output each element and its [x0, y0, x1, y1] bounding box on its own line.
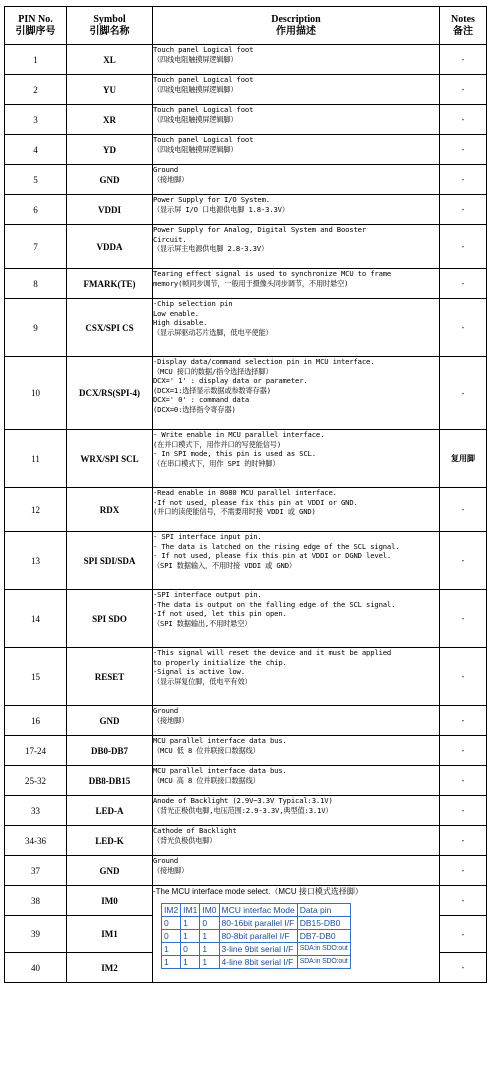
description-line: DCX=' 0' : command data: [153, 395, 250, 405]
pin-symbol: IM2: [67, 953, 153, 983]
header-symbol-en: Symbol: [93, 13, 126, 25]
description-line: -This signal will reset the device and it must be applied: [153, 648, 392, 657]
interface-mode-table: [161, 903, 351, 969]
pin-symbol: RESET: [67, 648, 153, 706]
header-description: [153, 7, 440, 45]
description-line: - Write enable in MCU parallel interface.: [153, 430, 325, 439]
description-line: Power Supply for Analog, Digital System and Booster: [153, 225, 367, 234]
pin-description: [153, 430, 440, 488]
interface-mode-cell: 80-8bit parallel I/F: [219, 930, 297, 943]
description-line: （显示屏主电源供电脚 2.8-3.3V）: [153, 244, 269, 254]
pin-symbol: DB8-DB15: [67, 766, 153, 796]
interface-mode-cell: 0: [200, 917, 219, 930]
description-line: （MCU 接口的数据/指令选择选择脚）: [153, 366, 273, 376]
table-row: [5, 165, 487, 195]
description-line: Ground: [153, 165, 179, 174]
table-row: [5, 105, 487, 135]
pin-number: 2: [5, 75, 67, 105]
description-line: （在串口模式下，用作 SPI 的时钟脚）: [153, 458, 280, 468]
table-row: [5, 430, 487, 488]
pin-symbol: VDDA: [67, 225, 153, 269]
pin-symbol: WRX/SPI SCL: [67, 430, 153, 488]
pin-number: 16: [5, 706, 67, 736]
pin-description: [153, 590, 440, 648]
pin-note: -: [440, 105, 487, 135]
description-line: （背光负极供电脚）: [153, 835, 217, 845]
pin-note: -: [440, 886, 487, 916]
description-line: （四线电阻触摸屏逻辑脚）: [153, 144, 238, 154]
header-pin-no-en: PIN No.: [18, 13, 53, 25]
pin-note: 复用脚: [440, 430, 487, 488]
interface-mode-cell: DB7-DB0: [297, 930, 350, 943]
description-line: Power Supply for I/O System.: [153, 195, 270, 204]
pin-note: -: [440, 736, 487, 766]
interface-mode-cell: 1: [162, 943, 181, 956]
pin-symbol: VDDI: [67, 195, 153, 225]
pin-description: [153, 796, 440, 826]
description-line: -If not used, please fix this pin at VDDI or GND.: [153, 497, 358, 507]
description-line: （SPI 数据输出,不用时悬空）: [153, 618, 252, 628]
pin-description: [153, 299, 440, 357]
pin-number: 10: [5, 357, 67, 430]
pin-table-body: [5, 45, 487, 983]
table-row: [5, 269, 487, 299]
description-line: （接地脚）: [153, 174, 189, 184]
interface-mode-cell: DB15-DB0: [297, 917, 350, 930]
description-line: （MCU 低 8 位并联接口数据线）: [153, 745, 260, 755]
table-row: [5, 225, 487, 269]
description-line: - The data is latched on the rising edge of the SCL signal.: [153, 541, 400, 551]
pin-symbol: IM1: [67, 916, 153, 953]
pin-note: -: [440, 299, 487, 357]
description-line: High disable.: [153, 318, 208, 328]
interface-mode-header-row: [162, 904, 351, 917]
interface-mode-cell: 80-16bit parallel I/F: [219, 917, 297, 930]
pin-symbol: LED-K: [67, 826, 153, 856]
description-line: -Read enable in 8080 MCU parallel interface.: [153, 488, 337, 497]
table-row: [5, 886, 487, 916]
pin-note: -: [440, 195, 487, 225]
description-line: （接地脚）: [153, 715, 189, 725]
interface-mode-cell: 0: [162, 930, 181, 943]
table-row: [5, 856, 487, 886]
interface-mode-cell: 0: [162, 917, 181, 930]
interface-mode-header-cell: IM0: [200, 904, 219, 917]
pin-note: -: [440, 953, 487, 983]
table-row: [5, 195, 487, 225]
pin-symbol: XR: [67, 105, 153, 135]
interface-mode-cell: 1: [200, 930, 219, 943]
description-line: Ground: [153, 706, 179, 715]
pin-symbol: DB0-DB7: [67, 736, 153, 766]
interface-mode-header-cell: MCU interfac Mode: [219, 904, 297, 917]
description-line: DCX=' 1' : display data or parameter.: [153, 376, 308, 386]
pin-number: 33: [5, 796, 67, 826]
pin-number: 1: [5, 45, 67, 75]
pin-number: 6: [5, 195, 67, 225]
header-symbol-cn: 引脚名称: [89, 25, 130, 37]
description-line: （显示屏 I/O 口电源供电脚 1.8-3.3V）: [153, 204, 289, 214]
description-line: - If not used, please fix this pin at VDDI or DGND level.: [153, 551, 392, 561]
pin-note: -: [440, 135, 487, 165]
pin-number: 39: [5, 916, 67, 953]
pin-number: 12: [5, 488, 67, 532]
pin-note: -: [440, 706, 487, 736]
pin-note: -: [440, 532, 487, 590]
pin-description: [153, 706, 440, 736]
pin-number: 4: [5, 135, 67, 165]
interface-mode-cell: 1: [181, 917, 200, 930]
pin-number: 34-36: [5, 826, 67, 856]
pin-note: -: [440, 590, 487, 648]
description-line: - In SPI mode, this pin is used as SCL.: [153, 449, 316, 459]
pin-description: [153, 269, 440, 299]
header-notes-cn: 备注: [453, 25, 473, 37]
pin-note: -: [440, 766, 487, 796]
pin-note: -: [440, 796, 487, 826]
interface-mode-row: [162, 917, 351, 930]
description-line: Low enable.: [153, 308, 199, 318]
pin-symbol: SPI SDO: [67, 590, 153, 648]
pin-symbol: CSX/SPI CS: [67, 299, 153, 357]
pin-note: -: [440, 357, 487, 430]
pin-description: [153, 225, 440, 269]
pin-symbol: LED-A: [67, 796, 153, 826]
pin-description: [153, 532, 440, 590]
pin-note: -: [440, 856, 487, 886]
description-line: （显示屏驱动芯片选脚，低电平使能）: [153, 327, 273, 337]
pin-description: [153, 488, 440, 532]
table-row: [5, 590, 487, 648]
im-mode-title: -The MCU interface mode select.（MCU 接口模式选择脚）: [153, 887, 363, 896]
pin-note: -: [440, 916, 487, 953]
table-row: [5, 826, 487, 856]
pin-number: 17-24: [5, 736, 67, 766]
description-line: (在并口模式下，用作并口的写使能信号): [153, 439, 281, 449]
interface-mode-header-cell: IM2: [162, 904, 181, 917]
table-row: [5, 796, 487, 826]
pin-number: 7: [5, 225, 67, 269]
table-row: [5, 736, 487, 766]
header-notes: [440, 7, 487, 45]
header-description-en: Description: [271, 13, 321, 25]
im-mode-description: [153, 886, 440, 983]
interface-mode-cell: SDA:in SDO:out: [297, 943, 350, 956]
interface-mode-cell: 3-line 9bit serial I/F: [219, 943, 297, 956]
description-line: Ground: [153, 856, 179, 865]
description-line: （显示屏复位脚，低电平有效）: [153, 676, 252, 686]
interface-mode-cell: 0: [181, 943, 200, 956]
pin-number: 5: [5, 165, 67, 195]
pin-description: [153, 648, 440, 706]
table-row: [5, 75, 487, 105]
pin-number: 38: [5, 886, 67, 916]
header-symbol: [67, 7, 153, 45]
pin-description: [153, 766, 440, 796]
description-line: Anode of Backlight (2.9V~3.3V Typical:3.1V): [153, 796, 333, 805]
description-line: （背光正极供电脚,电压范围:2.9-3.3V,典型值:3.1V）: [153, 805, 333, 815]
interface-mode-cell: 1: [162, 956, 181, 969]
description-line: MCU parallel interface data bus.: [153, 736, 287, 745]
interface-mode-row: [162, 930, 351, 943]
header-pin-no: [5, 7, 67, 45]
pin-description: [153, 856, 440, 886]
pin-number: 11: [5, 430, 67, 488]
pin-description: [153, 736, 440, 766]
description-line: -Signal is active low.: [153, 667, 245, 677]
interface-mode-header-cell: IM1: [181, 904, 200, 917]
description-line: to properly initialize the chip.: [153, 657, 287, 667]
pin-description: [153, 45, 440, 75]
interface-mode-cell: SDA:in SDO:out: [297, 956, 350, 969]
pin-description: [153, 75, 440, 105]
description-line: (并口的读使能信号，不需要用时接 VDDI 或 GND): [153, 507, 316, 517]
pin-description: [153, 826, 440, 856]
description-line: -SPI interface output pin.: [153, 590, 262, 599]
description-line: (DCX=0:选择指令寄存器): [153, 404, 236, 414]
table-row: [5, 706, 487, 736]
description-line: （四线电阻触摸屏逻辑脚）: [153, 114, 238, 124]
description-line: （MCU 高 8 位并联接口数据线）: [153, 775, 260, 785]
description-line: Circuit.: [153, 234, 187, 244]
description-line: Touch panel Logical foot: [153, 45, 254, 54]
interface-mode-cell: 1: [200, 943, 219, 956]
pin-number: 40: [5, 953, 67, 983]
description-line: MCU parallel interface data bus.: [153, 766, 287, 775]
pin-description: [153, 357, 440, 430]
description-line: （四线电阻触摸屏逻辑脚）: [153, 84, 238, 94]
pin-note: -: [440, 648, 487, 706]
pin-symbol: IM0: [67, 886, 153, 916]
description-line: memory(帧同步调节，一般用于摄像头同步调节，不用时悬空): [153, 278, 349, 288]
header-pin-no-cn: 引脚序号: [15, 25, 56, 37]
pin-number: 14: [5, 590, 67, 648]
pin-symbol: GND: [67, 706, 153, 736]
interface-mode-row: [162, 943, 351, 956]
description-line: (DCX=1:选择显示数据或参数寄存器): [153, 385, 271, 395]
table-row: [5, 532, 487, 590]
pin-note: -: [440, 45, 487, 75]
pin-description: [153, 195, 440, 225]
pin-description: [153, 135, 440, 165]
pin-number: 9: [5, 299, 67, 357]
pin-note: -: [440, 225, 487, 269]
interface-mode-cell: 1: [181, 930, 200, 943]
pin-number: 37: [5, 856, 67, 886]
description-line: Touch panel Logical foot: [153, 75, 254, 84]
interface-mode-cell: 4-line 8bit serial I/F: [219, 956, 297, 969]
pin-symbol: SPI SDI/SDA: [67, 532, 153, 590]
pin-symbol: GND: [67, 856, 153, 886]
pin-number: 8: [5, 269, 67, 299]
table-row: [5, 45, 487, 75]
pin-note: -: [440, 826, 487, 856]
description-line: -Chip selection pin: [153, 299, 233, 308]
interface-mode-header-cell: Data pin: [297, 904, 350, 917]
table-row: [5, 357, 487, 430]
table-row: [5, 766, 487, 796]
table-header-row: [5, 7, 487, 45]
description-line: Touch panel Logical foot: [153, 135, 254, 144]
pin-description: [153, 165, 440, 195]
table-row: [5, 488, 487, 532]
description-line: （SPI 数据输入，不用时接 VDDI 或 GND）: [153, 560, 296, 570]
table-row: [5, 135, 487, 165]
pin-symbol: YU: [67, 75, 153, 105]
description-line: - SPI interface input pin.: [153, 532, 262, 541]
description-line: -The data is output on the falling edge of the SCL signal.: [153, 599, 396, 609]
description-line: Touch panel Logical foot: [153, 105, 254, 114]
pin-symbol: XL: [67, 45, 153, 75]
pin-note: -: [440, 165, 487, 195]
description-line: -Display data/command selection pin in MCU interface.: [153, 357, 375, 366]
pin-symbol: YD: [67, 135, 153, 165]
pin-number: 15: [5, 648, 67, 706]
header-notes-en: Notes: [451, 13, 475, 25]
interface-mode-row: [162, 956, 351, 969]
description-line: Cathode of Backlight: [153, 826, 237, 835]
pin-symbol: DCX/RS(SPI-4): [67, 357, 153, 430]
pin-symbol: FMARK(TE): [67, 269, 153, 299]
pin-description: [153, 105, 440, 135]
pin-number: 3: [5, 105, 67, 135]
pin-table: [4, 6, 487, 983]
interface-mode-cell: 1: [181, 956, 200, 969]
description-line: Tearing effect signal is used to synchronize MCU to frame: [153, 269, 392, 278]
pin-note: -: [440, 75, 487, 105]
pin-note: -: [440, 269, 487, 299]
interface-mode-cell: 1: [200, 956, 219, 969]
description-line: -If not used, let this pin open.: [153, 609, 287, 619]
header-description-cn: 作用描述: [276, 25, 316, 37]
pin-note: -: [440, 488, 487, 532]
pin-number: 13: [5, 532, 67, 590]
table-row: [5, 299, 487, 357]
pin-symbol: GND: [67, 165, 153, 195]
table-row: [5, 648, 487, 706]
description-line: （四线电阻触摸屏逻辑脚）: [153, 54, 238, 64]
description-line: （接地脚）: [153, 865, 189, 875]
pin-number: 25-32: [5, 766, 67, 796]
pin-symbol: RDX: [67, 488, 153, 532]
